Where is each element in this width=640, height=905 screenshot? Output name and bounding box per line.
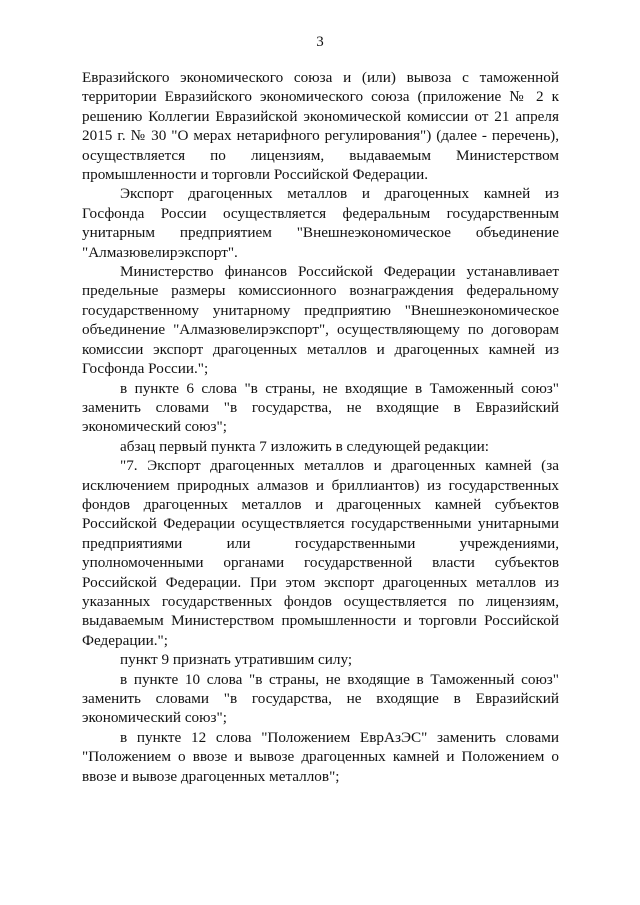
paragraph-item-6: в пункте 6 слова "в страны, не входящие в Таможенный союз" заменить словами "в государства, не входящие в Евразийский экономический союз";	[82, 379, 559, 436]
paragraph-item-7-intro: абзац первый пункта 7 изложить в следующей редакции:	[120, 437, 490, 455]
paragraph-item-10: в пункте 10 слова "в страны, не входящие в Таможенный союз" заменить словами "в государства, не входящие в Евразийский экономический союз";	[82, 670, 559, 727]
paragraph-item-12: в пункте 12 слова "Положением ЕврАзЭС" заменить словами "Положением о ввозе и вывозе драгоценных камней и Положением о ввозе и вывозе драгоценных металлов";	[82, 728, 559, 785]
paragraph-minfin-commission: Министерство финансов Российской Федерации устанавливает предельные размеры комиссионного вознаграждения федеральному государственному унитарному предприятию "Внешнеэкономическое объединение "Алмазювелирэкспорт", осуществляющему по договорам комиссии экспорт драгоценных металлов и драгоценных камней из Госфонда России.";	[82, 263, 559, 378]
paragraph-item-7-text: "7. Экспорт драгоценных металлов и драгоценных камней (за исключением природных алмазов и бриллиантов) из государственных фондов драгоценных металлов и драгоценных камней субъектов Российской Федерации осуществляется государственными унитарными предприятиями или государственными учреждениями, уполномоченными органами государственной власти субъектов Российской Федерации. При этом экспорт драгоценных металлов из указанных государственных фондов осуществляется по лицензиям, выдаваемым Министерством промышленности и торговли Российской Федерации.";	[82, 457, 559, 649]
paragraph-continuation: Евразийского экономического союза и (или) вывоза с таможенной территории Евразийского экономического союза (приложение № 2 к решению Коллегии Евразийской экономической комиссии от 21 апреля 2015 г. № 30 "О мерах нетарифного регулирования") (далее - перечень), осуществляется по лицензиям, выдаваемым Министерством промышленности и торговли Российской Федерации.	[82, 69, 559, 184]
paragraph-item-9: пункт 9 признать утратившим силу;	[120, 651, 353, 669]
document-body	[82, 68, 559, 786]
paragraph-export-gosfond: Экспорт драгоценных металлов и драгоценных камней из Госфонда России осуществляется федеральным государственным унитарным предприятием "Внешнеэкономическое объединение "Алмазювелирэкспорт".	[82, 185, 559, 261]
page-number: 3	[316, 34, 324, 50]
